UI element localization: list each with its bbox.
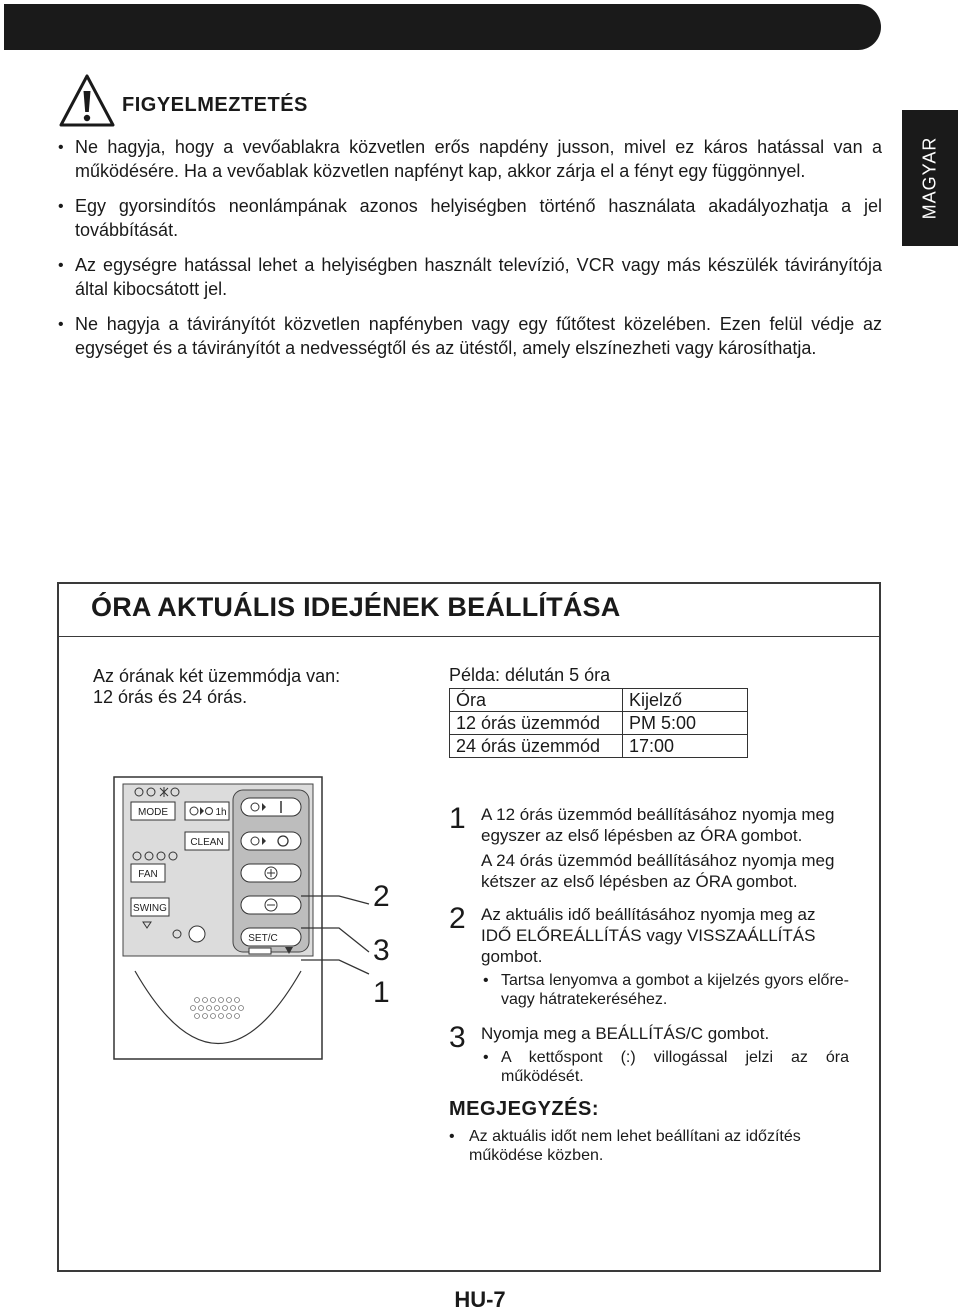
step-number: 3 [449,1021,466,1054]
note-text: • Az aktuális időt nem lehet beállítani az időzítés működése közben. [449,1127,849,1165]
step-subnote: • A kettőspont (:) villogással jelzi az óra működését. [481,1048,849,1086]
table-header-row [450,689,748,712]
warning-title: FIGYELMEZTETÉS [122,94,308,116]
table-row [450,712,748,735]
warning-heading [58,72,878,134]
battery-icon [249,948,271,954]
section-header [59,584,879,637]
clock-button[interactable] [189,926,205,942]
table-header-cell: Kijelző [623,689,748,712]
steps-list [449,804,849,1165]
timer-1h-label: 1h [215,807,227,818]
fan-button-label: FAN [138,869,158,880]
step-3 [449,1023,849,1086]
mode-button-label: MODE [138,807,168,818]
example-table [449,688,748,758]
warning-item: • Ne hagyja a távirányítót közvetlen napfényben vagy egy fűtőtest közelében. Ezen felül védje az egységet és a távirányítót a nedvességtől és az ütéstől, amely elszínezheti vagy károsíthatja. [58,313,882,360]
remote-control-illustration [113,776,323,1060]
timer-on-button[interactable] [241,798,301,816]
step-text: A 24 órás üzemmód beállításához nyomja meg kétszer az első lépésben az ÓRA gombot. [481,851,835,891]
table-cell: PM 5:00 [623,712,748,735]
header-bar [4,4,881,50]
table-row [450,735,748,758]
swing-button-label: SWING [133,903,167,914]
step-number: 1 [449,802,466,835]
language-tab [902,110,958,246]
page-number: HU-7 [454,1287,506,1312]
time-forward-button[interactable] [241,864,301,882]
intro-line: 12 órás és 24 órás. [93,687,248,707]
step-subnote: • Tartsa lenyomva a gombot a kijelzés gyors előre- vagy hátratekeréséhez. [481,971,849,1009]
warning-item: • Egy gyorsindítós neonlámpának azonos helyiségben történő használata akadályozhatja a jel továbbítását. [58,195,882,242]
callout-number: 3 [373,934,390,967]
note-title: MEGJEGYZÉS: [449,1098,599,1120]
step-1 [449,804,849,892]
intro-line: Az órának két üzemmódja van: [93,666,341,686]
example-title: Példa: délután 5 óra [449,665,611,685]
table-cell: 12 órás üzemmód [450,712,623,735]
set-c-button-label: SET/C [248,933,278,944]
language-tab-label: MAGYAR [919,136,940,220]
section-title: ÓRA AKTUÁLIS IDEJÉNEK BEÁLLÍTÁSA [91,592,621,622]
step-number: 2 [449,902,466,935]
timer-off-button[interactable] [241,832,301,850]
warning-item: • Az egységre hatással lehet a helyiségben használt televízió, VCR vagy más készülék távirányítója által kibocsátott jel. [58,254,882,301]
time-backward-button[interactable] [241,896,301,914]
callout-number: 1 [373,976,390,1009]
callout-number: 2 [373,880,390,913]
warning-item: • Ne hagyja, hogy a vevőablakra közvetlen erős napdény jusson, mivel ez káros hatással van a működésére. Ha a vevőablak közvetlen napfényt kap, akkor zárja el a fényt egy függönnyel. [58,136,882,183]
table-cell: 17:00 [623,735,748,758]
example-block [449,662,749,758]
clock-setting-section [57,582,881,1272]
warning-triangle-icon [58,72,116,130]
step-text: A 12 órás üzemmód beállításához nyomja meg egyszer az első lépésben az ÓRA gombot. [481,805,835,845]
set-c-button[interactable] [241,928,301,946]
table-header-cell: Óra [450,689,623,712]
step-text: Az aktuális idő beállításához nyomja meg az IDŐ ELŐREÁLLÍTÁS vagy VISSZAÁLLÍTÁS gombot. [481,905,816,966]
intro-text [93,666,413,708]
step-2 [449,904,849,1009]
clean-button-label: CLEAN [190,837,224,848]
step-text: Nyomja meg a BEÁLLÍTÁS/C gombot. [481,1024,770,1043]
table-cell: 24 órás üzemmód [450,735,623,758]
warning-list [58,136,882,372]
